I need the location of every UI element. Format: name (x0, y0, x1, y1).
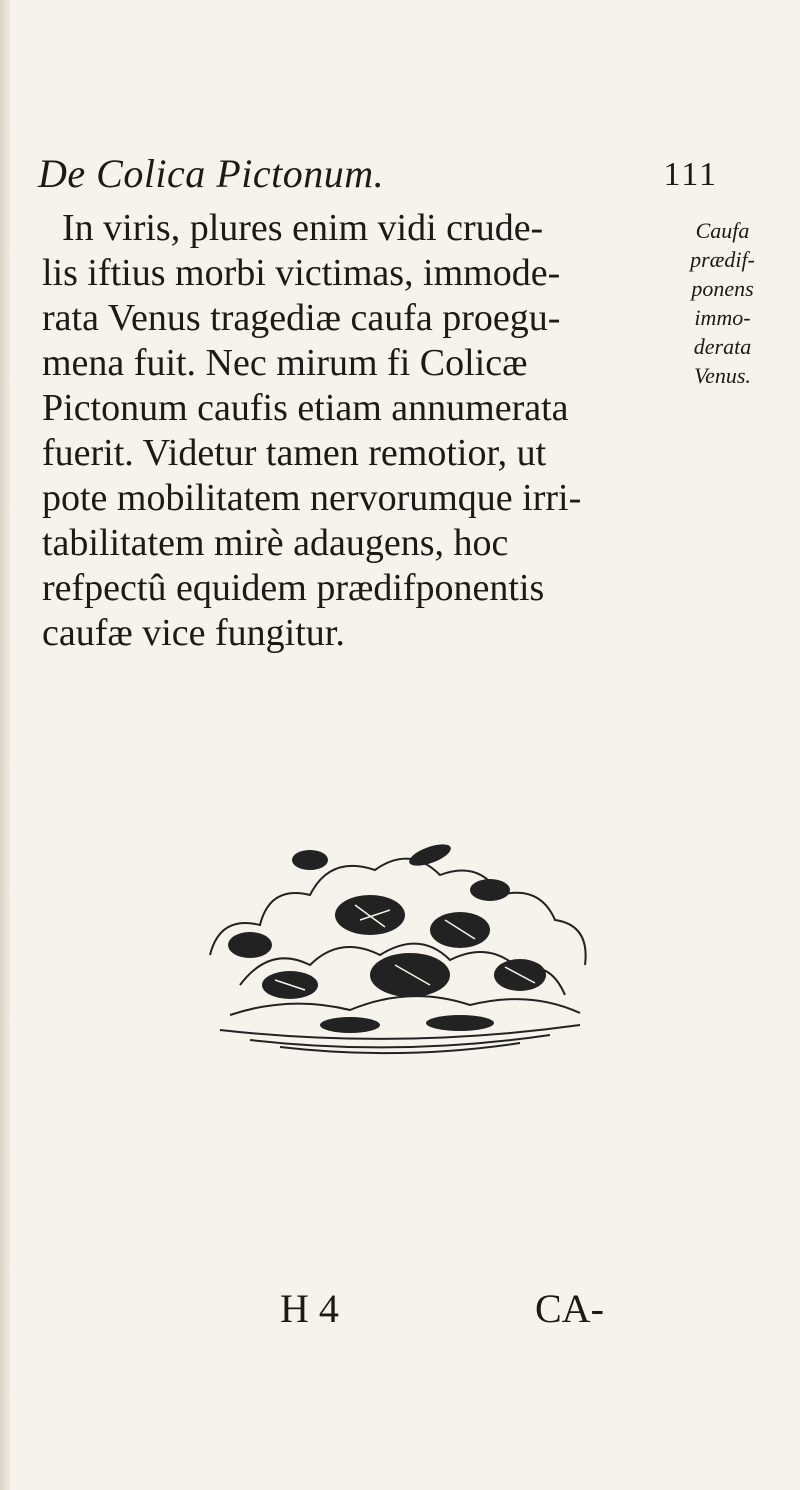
page-number: 111 (663, 156, 718, 193)
page-header (38, 150, 718, 200)
marginal-note (650, 216, 795, 390)
text-line: Pictonum caufis etiam annumerata (42, 387, 569, 429)
marginal-line: immo- (694, 305, 751, 330)
page-edge (0, 0, 10, 1490)
text-line: tabilitatem mirè adaugens, hoc (42, 522, 509, 564)
woodcut-vignette-icon (180, 835, 620, 1055)
page-footer (0, 1285, 800, 1345)
text-line: caufæ vice fungitur. (42, 612, 345, 654)
marginal-line: derata (693, 334, 752, 359)
signature-mark: H 4 (280, 1286, 339, 1331)
text-line: pote mobilitatem nervorumque irri- (42, 477, 582, 519)
marginal-line: ponens (691, 276, 754, 301)
text-line: lis iftius morbi victimas, immode- (42, 252, 561, 294)
marginal-line: Venus. (694, 363, 751, 388)
text-line: rata Venus tragediæ caufa proegu- (42, 297, 561, 339)
text-line: fuerit. Videtur tamen remotior, ut (42, 432, 547, 474)
running-title: De Colica Pictonum. (38, 151, 385, 196)
marginal-line: prædif- (690, 247, 755, 272)
body-text (42, 206, 642, 656)
text-line: refpectû equidem prædifponentis (42, 567, 545, 609)
text-line: In viris, plures enim vidi crude- (62, 207, 544, 249)
catchword: CA- (535, 1286, 604, 1331)
marginal-line: Caufa (695, 218, 750, 243)
text-line: mena fuit. Nec mirum fi Colicæ (42, 342, 528, 384)
